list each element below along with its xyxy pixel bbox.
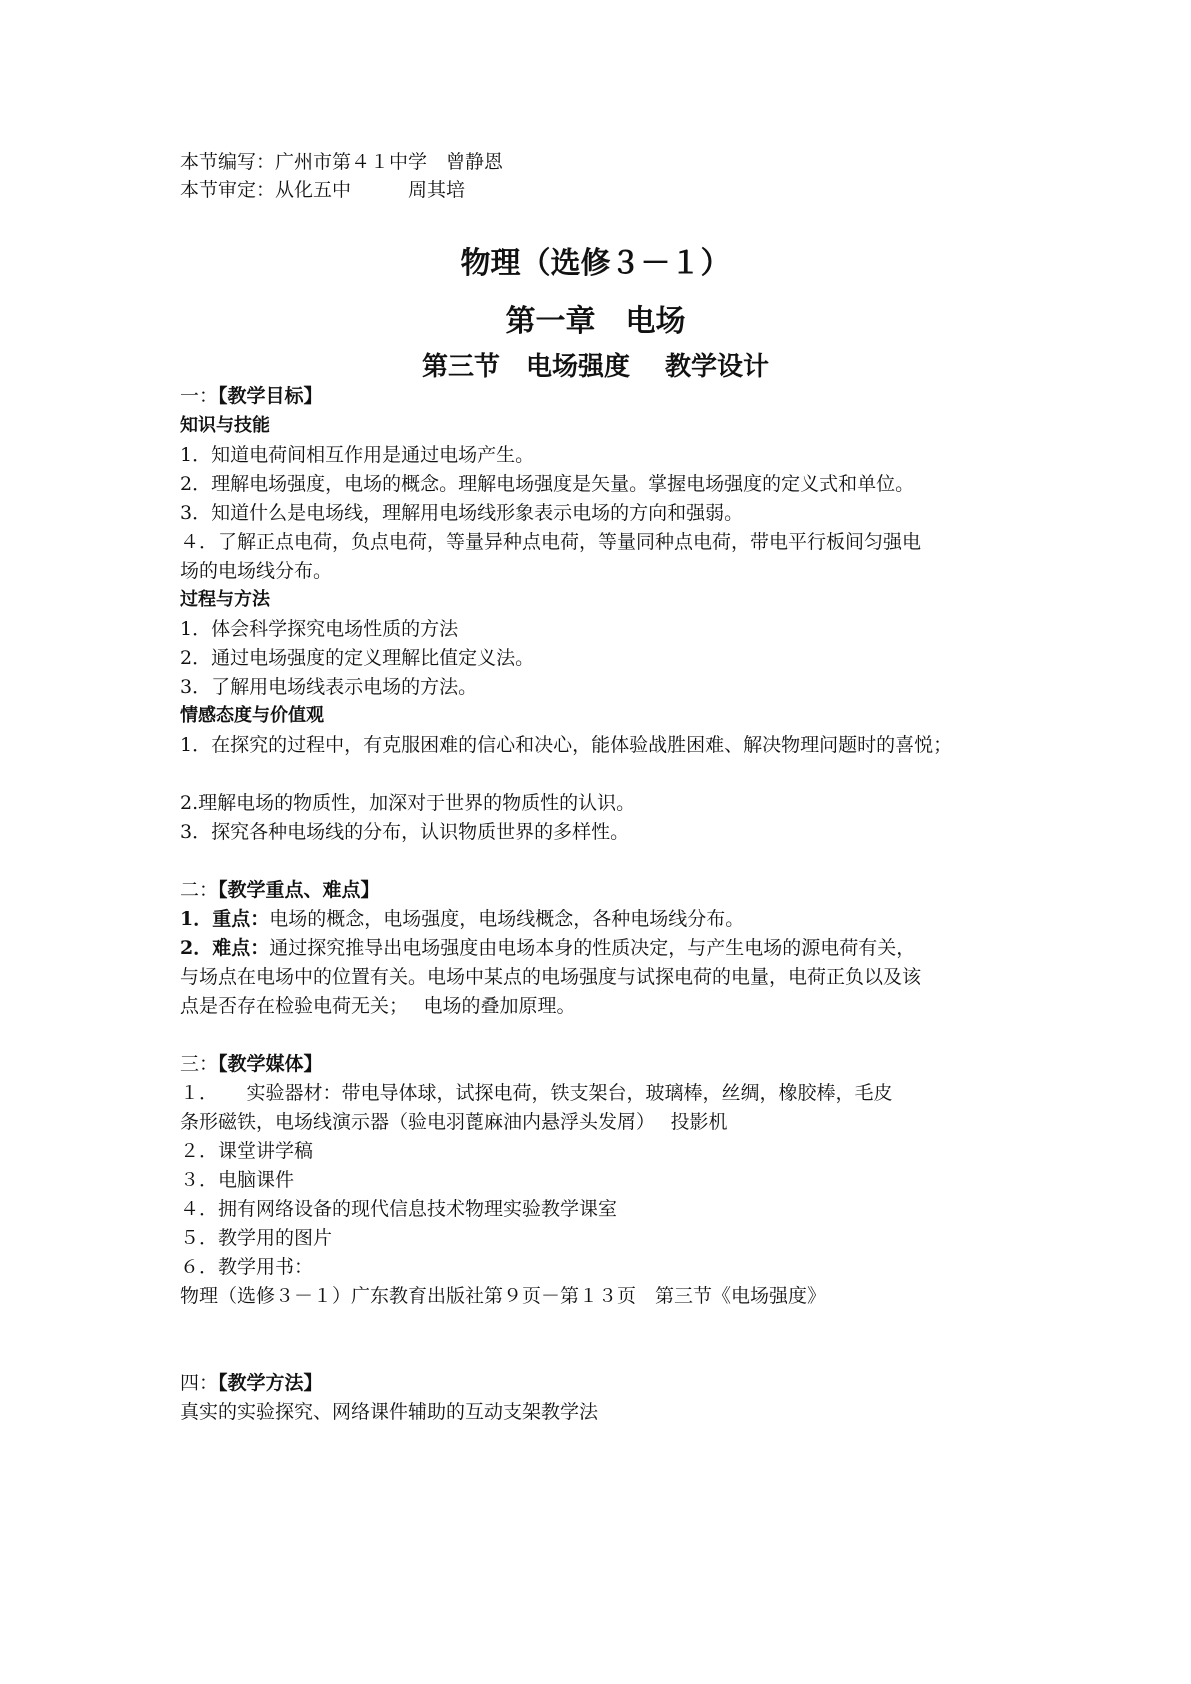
knowledge-item: 2．理解电场强度，电场的概念。理解电场强度是矢量。掌握电场强度的定义式和单位。 <box>180 473 915 495</box>
keypoints-heading-prefix: 二： <box>180 879 219 901</box>
media-item: ３．电脑课件 <box>180 1169 295 1191</box>
process-item: 1．体会科学探究电场性质的方法 <box>180 618 459 640</box>
process-item: 3．了解用电场线表示电场的方法。 <box>180 676 478 698</box>
difficult-point-cont: 点是否存在检验电荷无关； 电场的叠加原理。 <box>180 995 576 1017</box>
objectives-heading-prefix: 一： <box>180 385 219 407</box>
process-subheading: 过程与方法 <box>180 589 270 610</box>
book-title: 物理（选修３－１） <box>460 246 731 281</box>
difficult-point-cont: 与场点在电场中的位置有关。电场中某点的电场强度与试探电荷的电量，电荷正负以及该 <box>180 966 922 988</box>
media-item-book: 物理（选修３－１）广东教育出版社第９页－第１３页 第三节《电场强度》 <box>180 1285 827 1307</box>
knowledge-item-cont: 场的电场线分布。 <box>180 560 333 582</box>
media-heading <box>180 1052 323 1076</box>
methods-heading-label: 【教学方法】 <box>218 1372 323 1394</box>
methods-heading-prefix: 四： <box>180 1372 219 1394</box>
key-point-label: 1．重点： <box>180 908 270 930</box>
objectives-heading-label: 【教学目标】 <box>218 385 323 407</box>
difficult-point-line <box>180 936 915 960</box>
knowledge-item: 1．知道电荷间相互作用是通过电场产生。 <box>180 444 535 466</box>
methods-text: 真实的实验探究、网络课件辅助的互动支架教学法 <box>180 1401 599 1423</box>
reviewer-line: 本节审定：从化五中 周其培 <box>180 179 466 201</box>
media-item: ２．课堂讲学稿 <box>180 1140 314 1162</box>
difficult-point-text: 通过探究推导出电场强度由电场本身的性质决定，与产生电场的源电荷有关， <box>269 937 916 959</box>
knowledge-item: ４．了解正点电荷，负点电荷，等量异种点电荷，等量同种点电荷，带电平行板间匀强电 <box>180 531 922 553</box>
key-point-line <box>180 907 744 931</box>
media-item: １． 实验器材：带电导体球，试探电荷，铁支架台，玻璃棒，丝绸，橡胶棒，毛皮 <box>180 1082 893 1104</box>
difficult-point-label: 2．难点： <box>180 937 270 959</box>
objectives-heading <box>180 384 323 408</box>
key-point-text: 电场的概念，电场强度，电场线概念，各种电场线分布。 <box>269 908 745 930</box>
section-title: 第三节 电场强度 教学设计 <box>421 352 770 382</box>
media-heading-label: 【教学媒体】 <box>218 1053 323 1075</box>
media-item: ５．教学用的图片 <box>180 1227 333 1249</box>
author-line: 本节编写：广州市第４１中学 曾静恩 <box>180 151 504 173</box>
media-item-cont: 条形磁铁，电场线演示器（验电羽蓖麻油内悬浮头发屑） 投影机 <box>180 1111 728 1133</box>
process-item: 2．通过电场强度的定义理解比值定义法。 <box>180 647 535 669</box>
knowledge-subheading: 知识与技能 <box>180 415 270 436</box>
attitude-item: 3．探究各种电场线的分布，认识物质世界的多样性。 <box>180 821 630 843</box>
keypoints-heading-label: 【教学重点、难点】 <box>218 879 380 901</box>
media-heading-prefix: 三： <box>180 1053 219 1075</box>
attitude-subheading: 情感态度与价值观 <box>180 705 324 726</box>
chapter-title: 第一章 电场 <box>505 304 686 339</box>
knowledge-item: 3．知道什么是电场线，理解用电场线形象表示电场的方向和强弱。 <box>180 502 744 524</box>
media-item: ６．教学用书： <box>180 1256 314 1278</box>
keypoints-heading <box>180 878 380 902</box>
methods-heading <box>180 1371 323 1395</box>
attitude-item: 1．在探究的过程中，有克服困难的信心和决心，能体验战胜困难、解决物理问题时的喜悦； <box>180 734 953 756</box>
media-item: ４．拥有网络设备的现代信息技术物理实验教学课室 <box>180 1198 618 1220</box>
attitude-item: 2.理解电场的物质性，加深对于世界的物质性的认识。 <box>180 792 636 814</box>
